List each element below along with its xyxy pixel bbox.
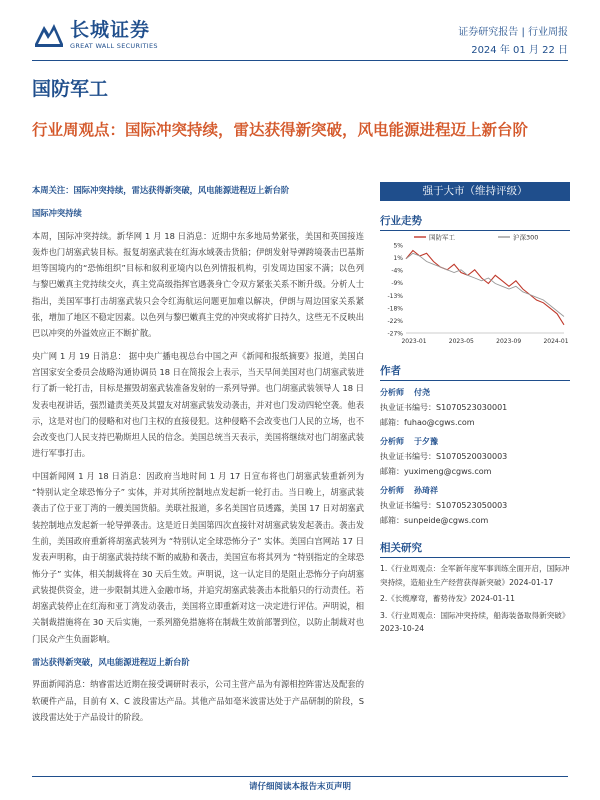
series-line [406,251,564,325]
analyst-entry [380,385,570,400]
analyst-email[interactable]: 邮箱：sunpeide@cgws.com [380,516,489,525]
report-type: 证券研究报告 | 行业周报 [458,27,568,38]
legend-label: 国防军工 [429,233,455,242]
industry-trend-chart [380,231,570,351]
x-tick-label: 2023-05 [448,338,474,345]
report-date: 2024 年 01 月 22 日 [471,45,568,56]
analyst-list [380,385,570,528]
x-tick-label: 2023-09 [496,338,522,345]
y-tick-label: -27% [387,330,403,338]
y-tick-label: 1% [393,255,403,263]
paragraph: 央广网 1 月 19 日消息： 据中央广播电视总台中国之声《新闻和报纸摘要》报道，美国白宫国家安全委员会战略沟通协调员 18 日在简报会上表示，当天早间美国对也门胡塞武装进行了新一轮打击，目标是摧毁胡塞武装准备发射的一系列导弹。也门胡塞武装领导人 18 日发表电视讲话，强烈谴责美英及其盟友对胡塞武装发动袭击，并对也门发动四轮空袭。他表示，这是对也门的侵略和对也门主权的直接侵犯。这种侵略不会改变也门人民的立场，也不会改变也门人民支持巴勒斯坦人民的信念。美国总统当天表示，美国将继续对也门胡塞武装进行军事打击。 [32,350,364,459]
x-tick-label: 2023-01 [401,338,427,345]
analyst-email[interactable]: 邮箱：fuhao@cgws.com [380,418,475,427]
main-body [32,182,364,725]
y-tick-label: 5% [393,242,403,250]
analyst-name: 于夕豫 [414,437,438,446]
paragraph: 中国新闻网 1 月 18 日消息：因政府当地时间 1 月 17 日宣布将也门胡塞武装重新列为 “特别认定全球恐怖分子” 实体，并对其所控制地点发起新一轮打击。当日晚上，胡塞武装袭击了位于亚丁湾的一艘美国货船。美联社报道，多名美国官员透露，美国 17 日对胡塞武装控制地点发起新一轮导弹袭击。这是近日美国第四次直接针对胡塞武装发起袭击。袭击发生前，美国政府重新将胡塞武装列为 “特别认定全球恐怖分子” 实体。美国白宫网站 17 日发表声明称，由于胡塞武装持续不断的威胁和袭击，美国宣布将其列为 “特别指定的全球恐怖分子” 实体，相关制裁将在 30 天后生效。声明说，这一认定目的是阻止恐怖分子向胡塞武装提供资金，进一步限制其进入金融市场，并追究胡塞武装袭击本批船只的行动责任。若胡塞武装停止在红海和亚丁湾发动袭击，美国将立即重新对这一决定进行评估。声明说，相关制裁措施将在 30 天后实施，一系列豁免措施将在制裁生效前部署到位，以防止制裁对也门民众产生负面影响。 [32,470,364,644]
analyst-role: 分析师 [380,437,404,446]
analyst-cert: 执业证书编号：S1070520030003 [380,452,508,461]
authors-heading: 作者 [380,363,570,381]
related-research-item[interactable]: 2.《长缆摩弯，蓄势待发》2024-01-11 [380,594,515,603]
legend-label: 沪深300 [513,233,539,242]
company-logo [32,20,158,50]
analyst-cert: 执业证书编号：S1070523050003 [380,501,508,510]
y-tick-label: -9% [391,280,403,288]
section-heading-conflict: 国际冲突持续 [32,208,82,219]
related-research-list [380,562,570,636]
related-research-heading: 相关研究 [380,540,570,558]
y-tick-label: -13% [387,292,403,300]
industry-name: 国防军工 [32,78,109,100]
series-line [406,253,564,316]
paragraph: 本周，国际冲突持续。新华网 1 月 18 日消息：近期中东多地局势紧张，美国和英国接连轰炸也门胡塞武装目标。报复胡塞武装在红海水域袭击货船；伊朗发射导弹跨境袭击巴基斯坦等国境内的“恐怖组织”目标和叙利亚境内以色列情报机构，引发周边国家不满；以色列与黎巴嫩真主党持续交火，真主党高级指挥官遇袭身亡令双方紧张关系不断升级。分析人士指出，美国军事打击胡塞武装只会令红海航运问题更加难以解决，伊朗与周边国家关系紧张，增加了地区不稳定因素。以色列与黎巴嫩真主党的冲突或将扩日持久，这些无不反映出巴以冲突的外溢效应正不断扩散。 [32,230,364,339]
section-heading-radar: 雷达获得新突破，风电能源进程迈上新台阶 [32,657,190,668]
related-research-item[interactable]: 3.《行业周观点：国际冲突持续，船海装备取得新突破》2023-10-24 [380,610,570,633]
rating-badge: 强于大市（维持评级） [380,182,570,201]
footer-divider [32,776,568,777]
analyst-cert: 执业证书编号：S1070523030001 [380,403,508,412]
analyst-role: 分析师 [380,486,404,495]
y-tick-label: -4% [391,267,403,275]
analyst-name: 付尧 [414,388,430,397]
related-research-item[interactable]: 1.《行业周观点：全军新年度军事训练全面开启，国际冲突持续，造船业生产经营获得新突破》2024-01-17 [380,564,570,587]
analyst-role: 分析师 [380,388,404,397]
y-tick-label: -18% [387,305,403,313]
report-header [0,0,600,62]
x-tick-label: 2024-01 [543,338,569,345]
paragraph: 界面新闻消息：纳睿雷达近期在接受调研时表示，公司主营产品为有源相控阵雷达及配套的软硬件产品，目前有 X、C 波段雷达产品。其他产品如毫米波雷达处于产品研制的阶段，S 波段雷达处于产品设计的阶段。 [32,679,364,722]
report-title: 行业周观点：国际冲突持续，雷达获得新突破，风电能源进程迈上新台阶 [32,121,529,139]
trend-heading: 行业走势 [380,213,570,231]
sidebar [380,182,570,636]
great-wall-logo-icon [32,20,66,50]
weekly-focus: 本周关注：国际冲突持续，雷达获得新突破，风电能源进程迈上新台阶 [32,185,290,195]
y-tick-label: -22% [387,317,403,325]
analyst-email[interactable]: 邮箱：yuximeng@cgws.com [380,467,492,476]
analyst-entry [380,483,570,498]
header-divider [32,60,568,61]
logo-chinese-name: 长城证券 [70,18,151,41]
footer-disclaimer: 请仔细阅读本报告末页声明 [248,782,351,792]
analyst-entry [380,434,570,449]
logo-english-name: GREAT WALL SECURITIES [70,41,158,50]
analyst-name: 孙琦祥 [414,486,438,495]
